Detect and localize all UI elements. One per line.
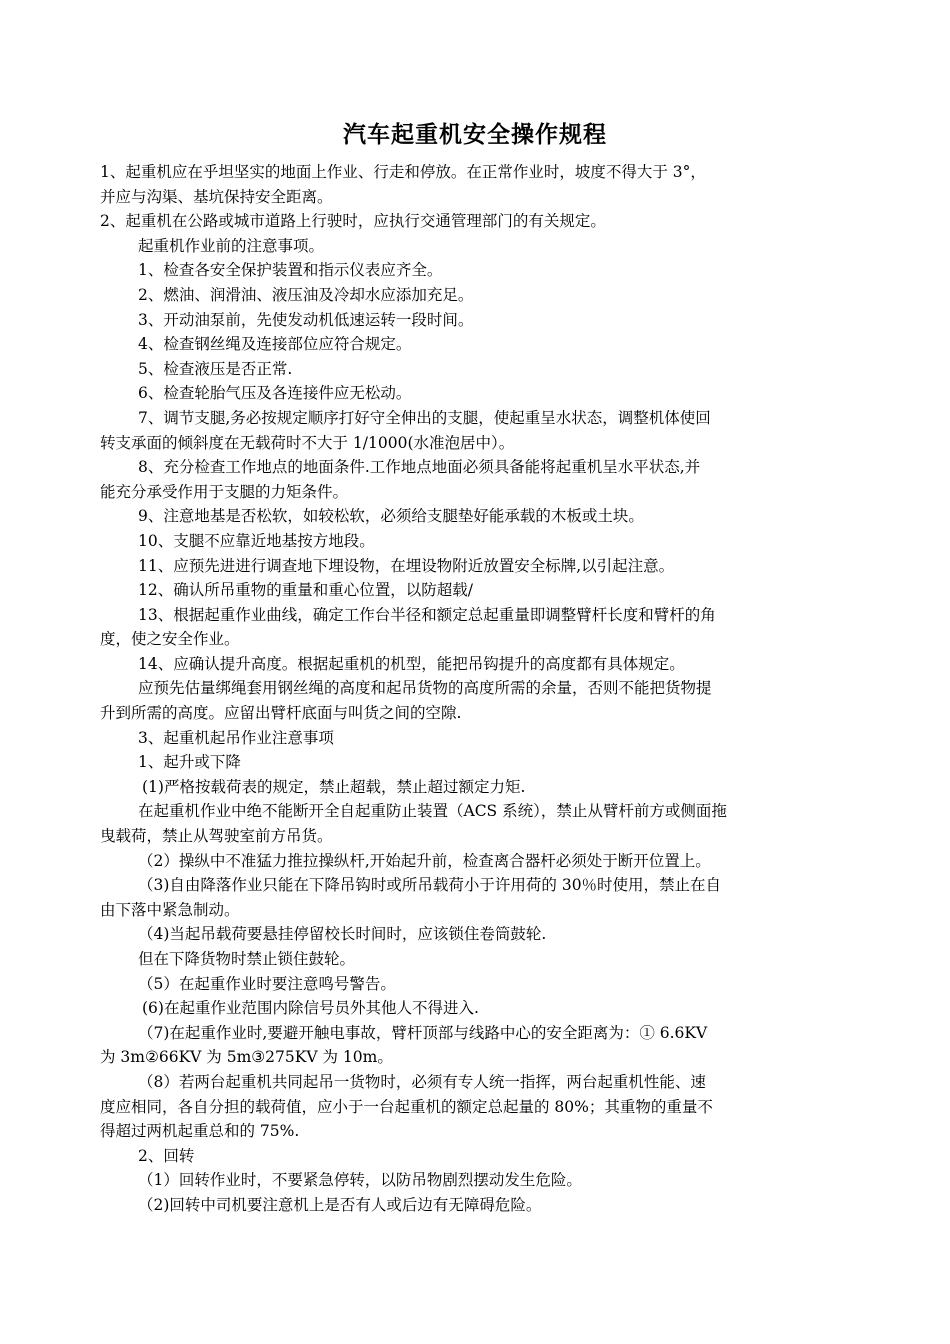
text-line: 13、根据起重作业曲线，确定工作台半径和额定总起重量即调整臂杆长度和臂杆的角	[138, 605, 716, 624]
text-line: 8、充分检查工作地点的地面条件.工作地点地面必须具备能将起重机呈水平状态,并	[138, 458, 701, 477]
text-line: （4)当起吊载荷要悬挂停留校长时间时，应该锁住卷筒鼓轮.	[138, 925, 547, 944]
text-line: 起重机作业前的注意事项。	[138, 236, 325, 255]
text-line: 7、调节支腿,务必按规定顺序打好守全伸出的支腿，使起重呈水状态，调整机体使回	[138, 408, 711, 427]
text-line: 2、起重机在公路或城市道路上行驶时，应执行交通管理部门的有关规定。	[100, 212, 606, 231]
document-body	[0, 160, 950, 1218]
document-title: 汽车起重机安全操作规程	[343, 122, 607, 148]
text-line: 度，使之安全作业。	[100, 630, 240, 649]
text-line: （3)自由降落作业只能在下降吊钩时或所吊载荷小于许用荷的 30％时使用，禁止在自	[138, 876, 722, 895]
text-line: 1、检查各安全保护装置和指示仪表应齐全。	[138, 261, 443, 280]
text-line: (6)在起重作业范围内除信号员外其他人不得进入.	[142, 999, 479, 1018]
text-line: 但在下降货物时禁止锁住鼓轮。	[138, 950, 356, 968]
text-line: 转支承面的倾斜度在无载荷时不大于 1/1000(水准泡居中）。	[100, 433, 515, 452]
text-line: 在起重机作业中绝不能断开全自起重防止装置（ACS 系统），禁止从臂杆前方或侧面拖	[138, 802, 727, 821]
text-line: 应预先估量绑绳套用钢丝绳的高度和起吊货物的高度所需的余量，否则不能把货物提	[138, 679, 712, 698]
text-line: 1、起重机应在乎坦坚实的地面上作业、行走和停放。在正常作业时，坡度不得大于 3°，	[100, 163, 706, 181]
text-line: 3、开动油泵前，先使发动机低速运转一段时间。	[138, 310, 474, 329]
text-line: 为 3m②66KV 为 5m③275KV 为 10m。	[100, 1048, 393, 1067]
text-line: 12、确认所吊重物的重量和重心位置，以防超载/	[138, 581, 473, 600]
text-line: 由下落中紧急制动。	[100, 900, 240, 919]
text-line: 曳载荷，禁止从驾驶室前方吊货。	[100, 827, 333, 846]
text-line: 9、注意地基是否松软，如较松软，必须给支腿垫好能承载的木板或土块。	[138, 507, 644, 526]
text-line: （2）操纵中不准猛力推拉操纵杆,开始起升前，检查离合器杆必须处于断开位置上。	[138, 851, 711, 870]
text-line: (1)严格按载荷表的规定，禁止超载，禁止超过额定力矩.	[142, 777, 526, 796]
text-line: 6、检查轮胎气压及各连接件应无松动。	[138, 384, 412, 403]
text-line: （8）若两台起重机共同起吊一货物时，必须有专人统一指挥，两台起重机性能、速	[138, 1072, 706, 1091]
text-line: 14、应确认提升高度。根据起重机的机型，能把吊钩提升的高度都有具体规定。	[138, 654, 685, 673]
text-line: 得超过两机起重总和的 75%.	[100, 1122, 300, 1141]
text-line: （7)在起重作业时,要避开触电事故，臂杆顶部与线路中心的安全距离为：① 6.6KV	[138, 1023, 708, 1042]
text-line: （2)回转中司机要注意机上是否有人或后边有无障碍危险。	[138, 1195, 542, 1214]
text-line: 10、支腿不应靠近地基按方地段。	[138, 531, 375, 550]
text-line: 3、起重机起吊作业注意事项	[138, 728, 334, 747]
text-line: 11、应预先进进行调查地下埋设物，在埋设物附近放置安全标牌,以引起注意。	[138, 556, 675, 575]
text-line: 1、起升或下降	[138, 753, 241, 772]
text-line: 升到所需的高度。应留出臂杆底面与叫货之间的空隙.	[100, 704, 462, 723]
text-line: 5、检查液压是否正常.	[138, 359, 293, 378]
text-line: （1）回转作业时，不要紧急停转，以防吊物剧烈摆动发生危险。	[138, 1171, 582, 1190]
text-line: （5）在起重作业时要注意鸣号警告。	[138, 974, 396, 993]
text-line: 2、燃油、润滑油、液压油及冷却水应添加充足。	[138, 285, 474, 304]
text-line: 并应与沟渠、基坑保持安全距离。	[100, 187, 333, 206]
text-line: 能充分承受作用于支腿的力矩条件。	[100, 482, 349, 501]
text-line: 度应相同，各自分担的载荷值，应小于一台起重机的额定总起量的 80%；其重物的重量不	[100, 1097, 713, 1116]
text-line: 4、检查钢丝绳及连接部位应符合规定。	[138, 335, 412, 354]
text-line: 2、回转	[138, 1146, 195, 1165]
